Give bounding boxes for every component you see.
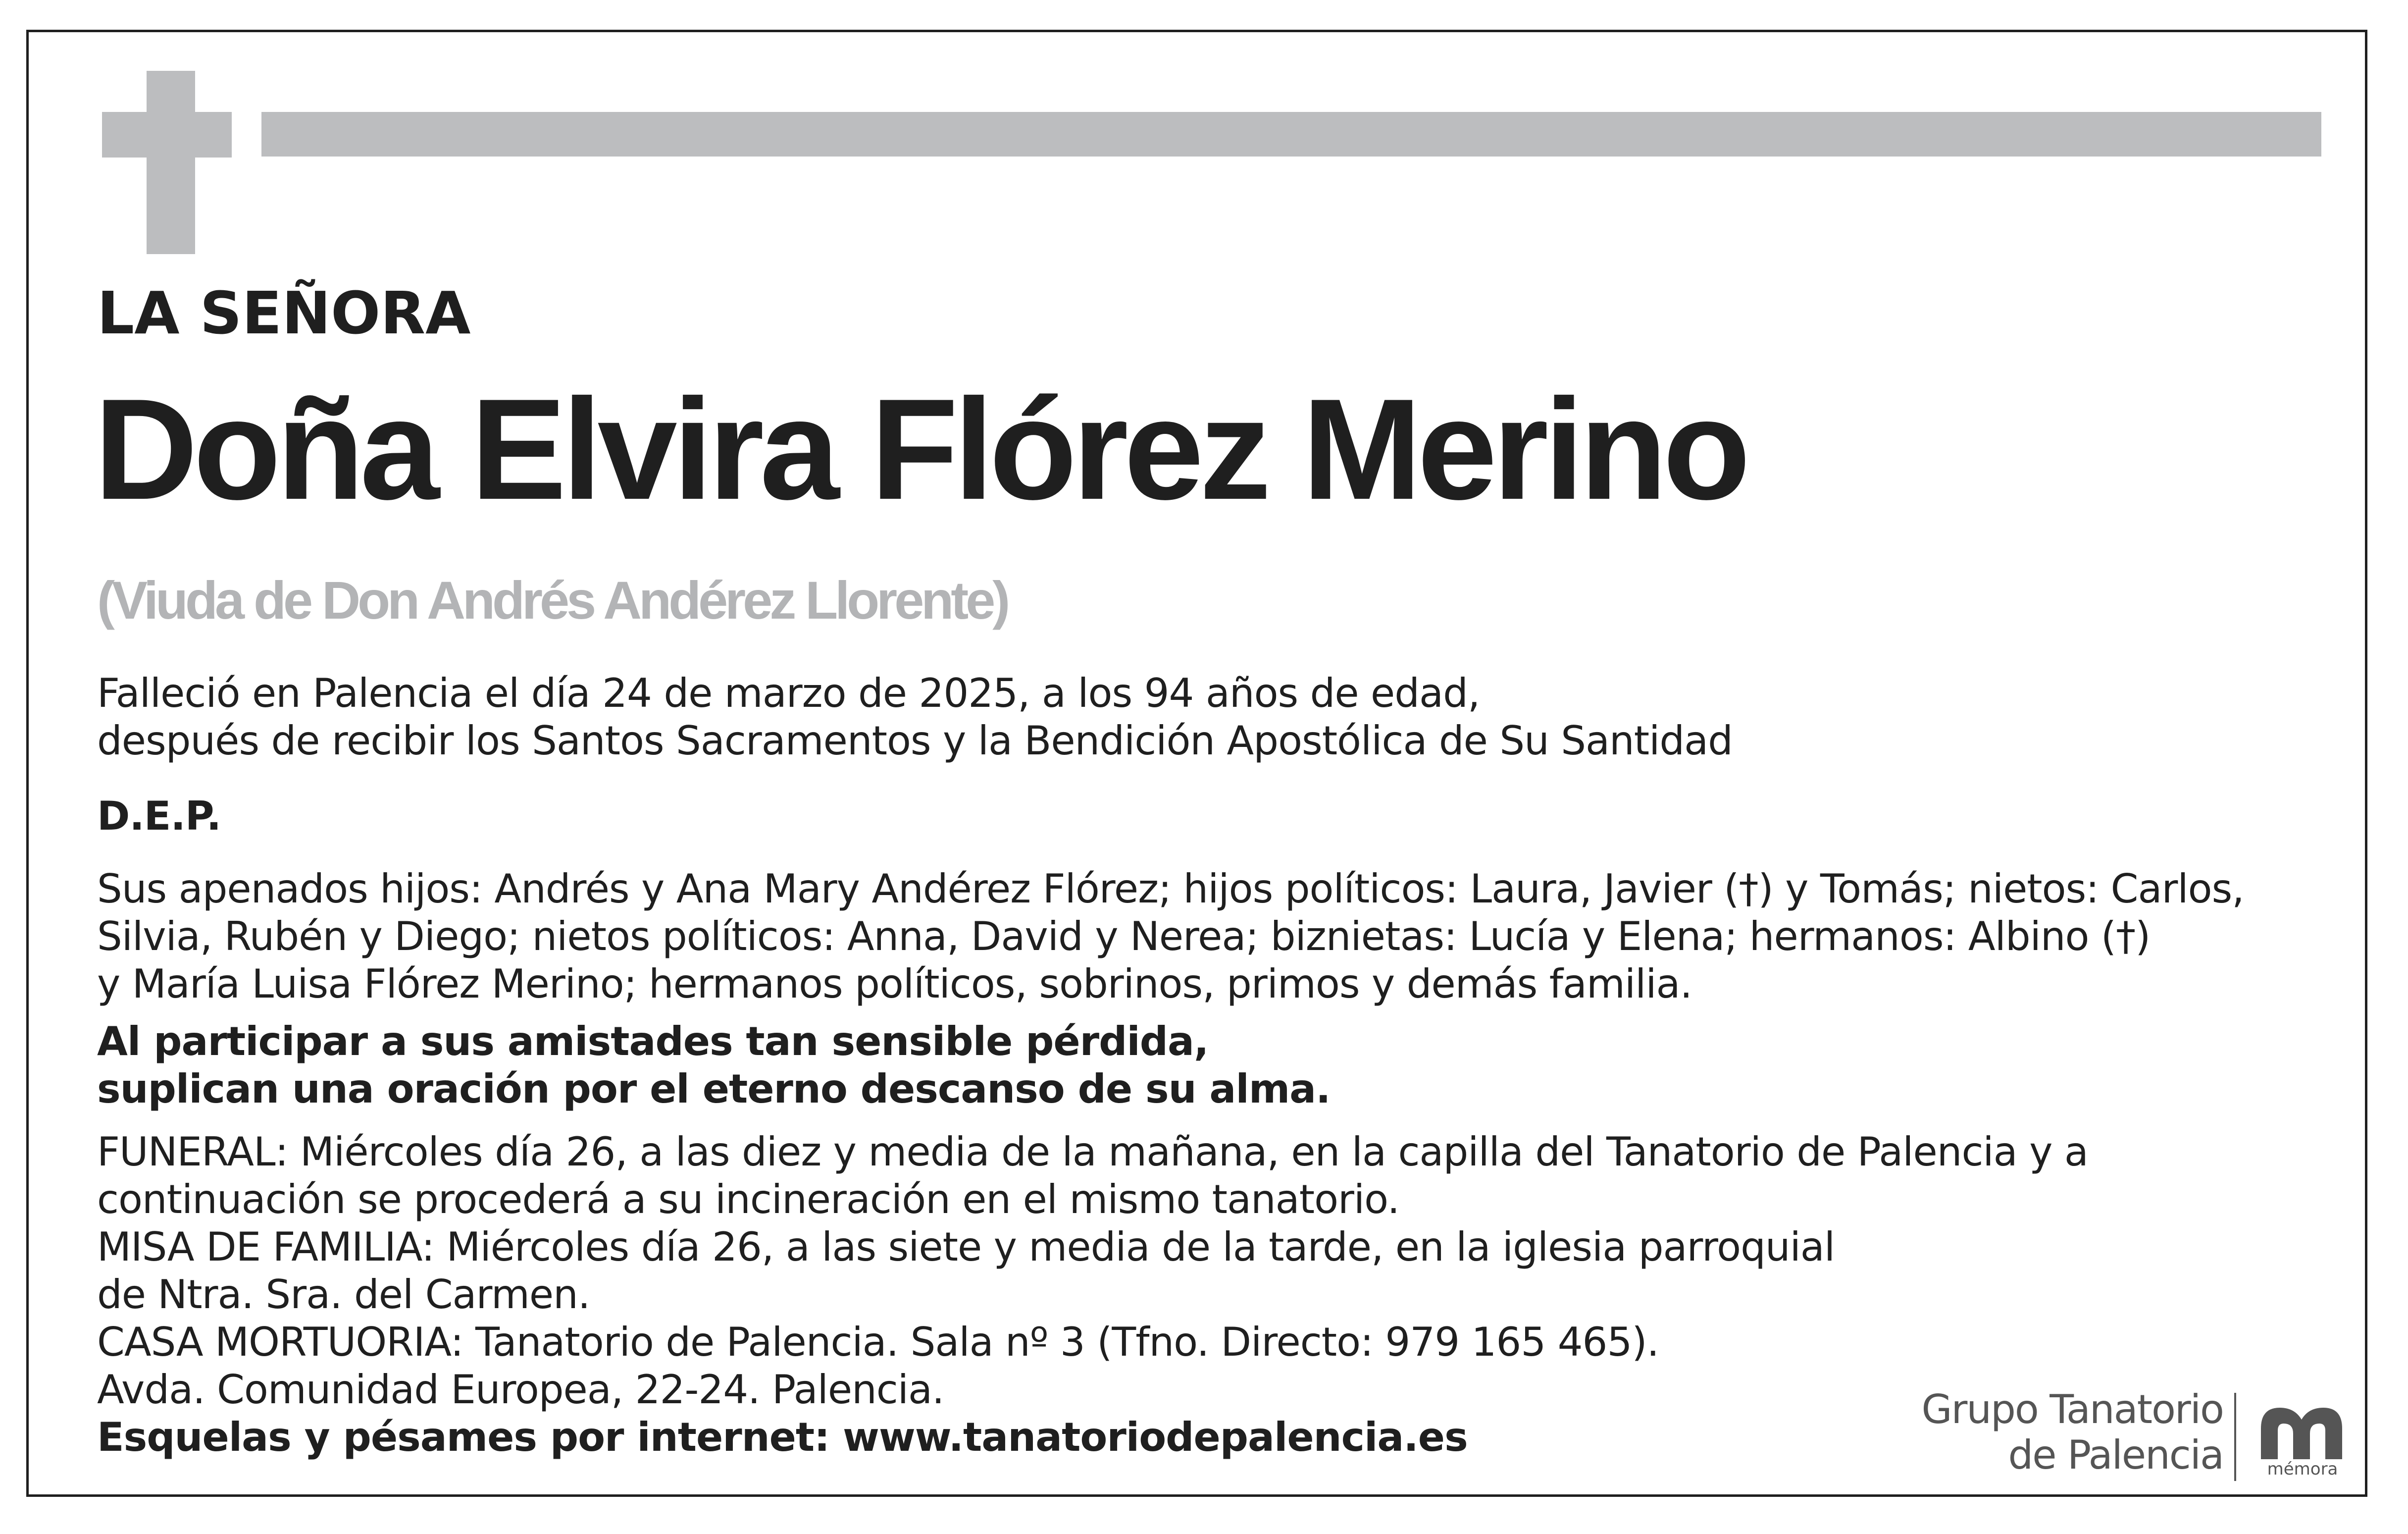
family-line: y María Luisa Flórez Merino; hermanos políticos, sobrinos, primos y demás familia. — [97, 961, 1692, 1007]
family-list — [97, 865, 2244, 1008]
cross-icon — [147, 71, 195, 254]
header-bar — [261, 112, 2321, 157]
memora-m-logo-icon — [2257, 1405, 2346, 1459]
deceased-name: Doña Elvira Flórez Merino — [94, 369, 1746, 529]
dep-label: D.E.P. — [97, 793, 221, 839]
death-line: después de recibir los Santos Sacramentos y la Bendición Apostólica de Su Santidad — [97, 718, 1733, 764]
death-line: Falleció en Palencia el día 24 de marzo de 2025, a los 94 años de edad, — [97, 670, 1480, 716]
logo-line-2: de Palencia — [2008, 1432, 2223, 1478]
family-line: Sus apenados hijos: Andrés y Ana Mary Andérez Flórez; hijos políticos: Laura, Javier (†) y Tomás; nietos: Carlos, — [97, 866, 2244, 912]
service-details — [97, 1128, 2088, 1414]
funeral-home-logo-text — [1922, 1387, 2224, 1478]
service-line: continuación se procederá a su incineración en el mismo tanatorio. — [97, 1176, 1400, 1222]
prayer-line: Al participar a sus amistades tan sensible pérdida, — [97, 1018, 1209, 1064]
family-line: Silvia, Rubén y Diego; nietos políticos: Anna, David y Nerea; biznietas: Lucía y Elena; hermanos: Albino (†) — [97, 913, 2151, 959]
service-line: MISA DE FAMILIA: Miércoles día 26, a las siete y media de la tarde, en la iglesia parroquial — [97, 1224, 1835, 1270]
notice-heading: LA SEÑORA — [97, 279, 471, 347]
service-line: Avda. Comunidad Europea, 22-24. Palencia. — [97, 1367, 944, 1413]
logo-line-1: Grupo Tanatorio — [1921, 1386, 2223, 1432]
widow-subtitle: (Viuda de Don Andrés Andérez Llorente) — [97, 570, 1008, 630]
service-line: CASA MORTUORIA: Tanatorio de Palencia. Sala nº 3 (Tfno. Directo: 979 165 465). — [97, 1319, 1659, 1365]
web-condolences-line: Esquelas y pésames por internet: www.tanatoriodepalencia.es — [97, 1414, 1468, 1460]
brand-name: mémora — [2267, 1459, 2338, 1479]
prayer-line: suplican una oración por el eterno descanso de su alma. — [97, 1066, 1331, 1112]
death-announcement — [97, 670, 1733, 765]
prayer-request — [97, 1018, 1331, 1113]
service-line: FUNERAL: Miércoles día 26, a las diez y media de la mañana, en la capilla del Tanatorio de Palencia y a — [97, 1129, 2088, 1175]
logo-divider — [2234, 1393, 2236, 1481]
cross-icon-arm — [102, 112, 232, 158]
service-line: de Ntra. Sra. del Carmen. — [97, 1271, 590, 1318]
